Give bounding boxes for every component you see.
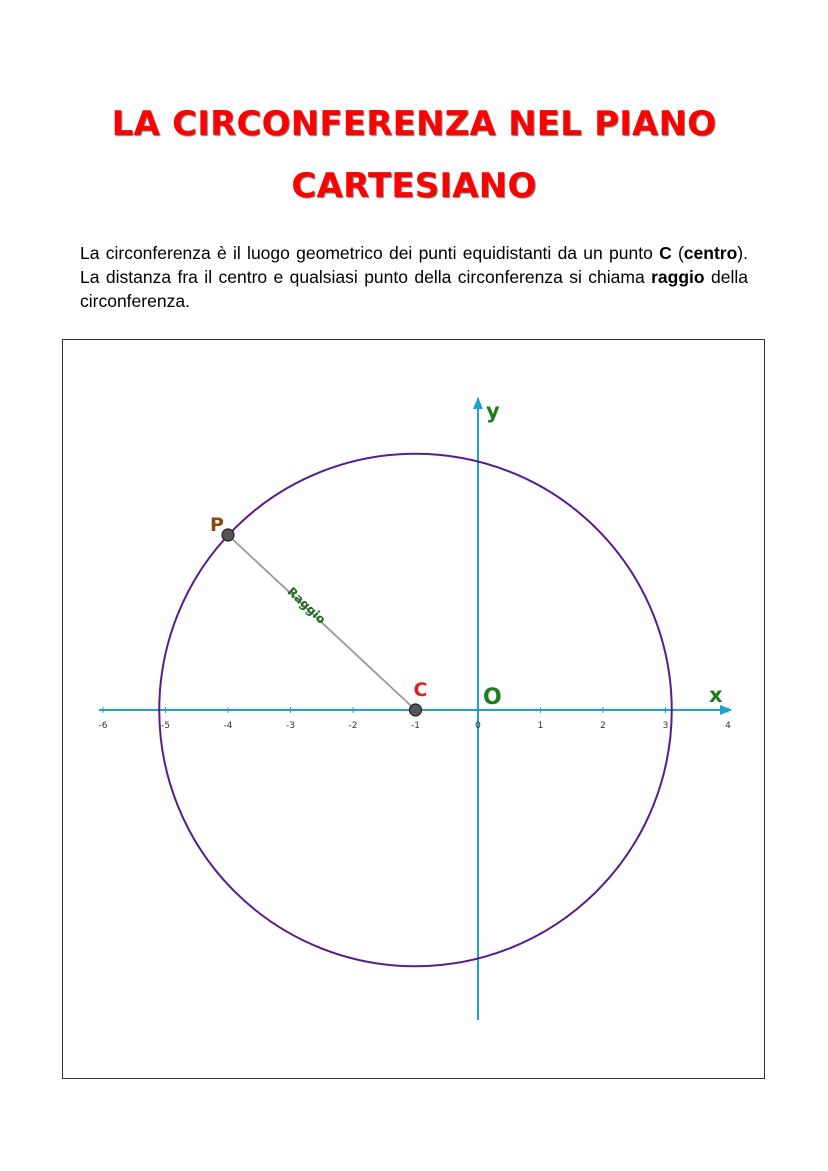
intro-bold-raggio: raggio bbox=[651, 267, 705, 287]
x-tick-label: -6 bbox=[98, 721, 108, 731]
point-p-label: P bbox=[210, 514, 224, 536]
intro-bold-centro: centro bbox=[683, 243, 738, 263]
page-title-line-1: LA CIRCONFERENZA NEL PIANO bbox=[111, 104, 717, 144]
x-tick-label: -4 bbox=[223, 721, 233, 731]
center-label: C bbox=[413, 679, 428, 701]
x-axis-label: x bbox=[709, 683, 723, 707]
page-title-line-2: CARTESIANO bbox=[291, 166, 537, 206]
x-tick-label: 1 bbox=[537, 721, 544, 731]
intro-bold-c: C bbox=[659, 243, 672, 263]
intro-text-2: ( bbox=[671, 243, 684, 263]
circle-diagram bbox=[63, 340, 764, 1078]
radius-label: Raggio bbox=[284, 584, 329, 627]
intro-paragraph bbox=[80, 241, 748, 313]
x-tick-label: -3 bbox=[286, 721, 295, 731]
origin-label: O bbox=[483, 685, 502, 710]
y-axis-label: y bbox=[486, 399, 500, 423]
x-tick-label: -5 bbox=[161, 721, 170, 731]
intro-text-4: della circonferenza. bbox=[80, 267, 748, 311]
diagram-frame bbox=[62, 339, 765, 1079]
center-point bbox=[410, 704, 422, 716]
intro-text-1: La circonferenza è il luogo geometrico dei punti equidistanti da un punto bbox=[80, 243, 660, 263]
x-tick-label: 0 bbox=[475, 721, 481, 731]
x-tick-label: -2 bbox=[348, 721, 358, 731]
intro-text-3: ). La distanza fra il centro e qualsiasi punto della circonferenza si chiama bbox=[80, 243, 748, 287]
x-tick-label: -1 bbox=[411, 721, 420, 731]
x-tick-label: 4 bbox=[725, 721, 731, 731]
x-tick-label: 3 bbox=[662, 721, 669, 731]
x-tick-label: 2 bbox=[600, 721, 606, 731]
